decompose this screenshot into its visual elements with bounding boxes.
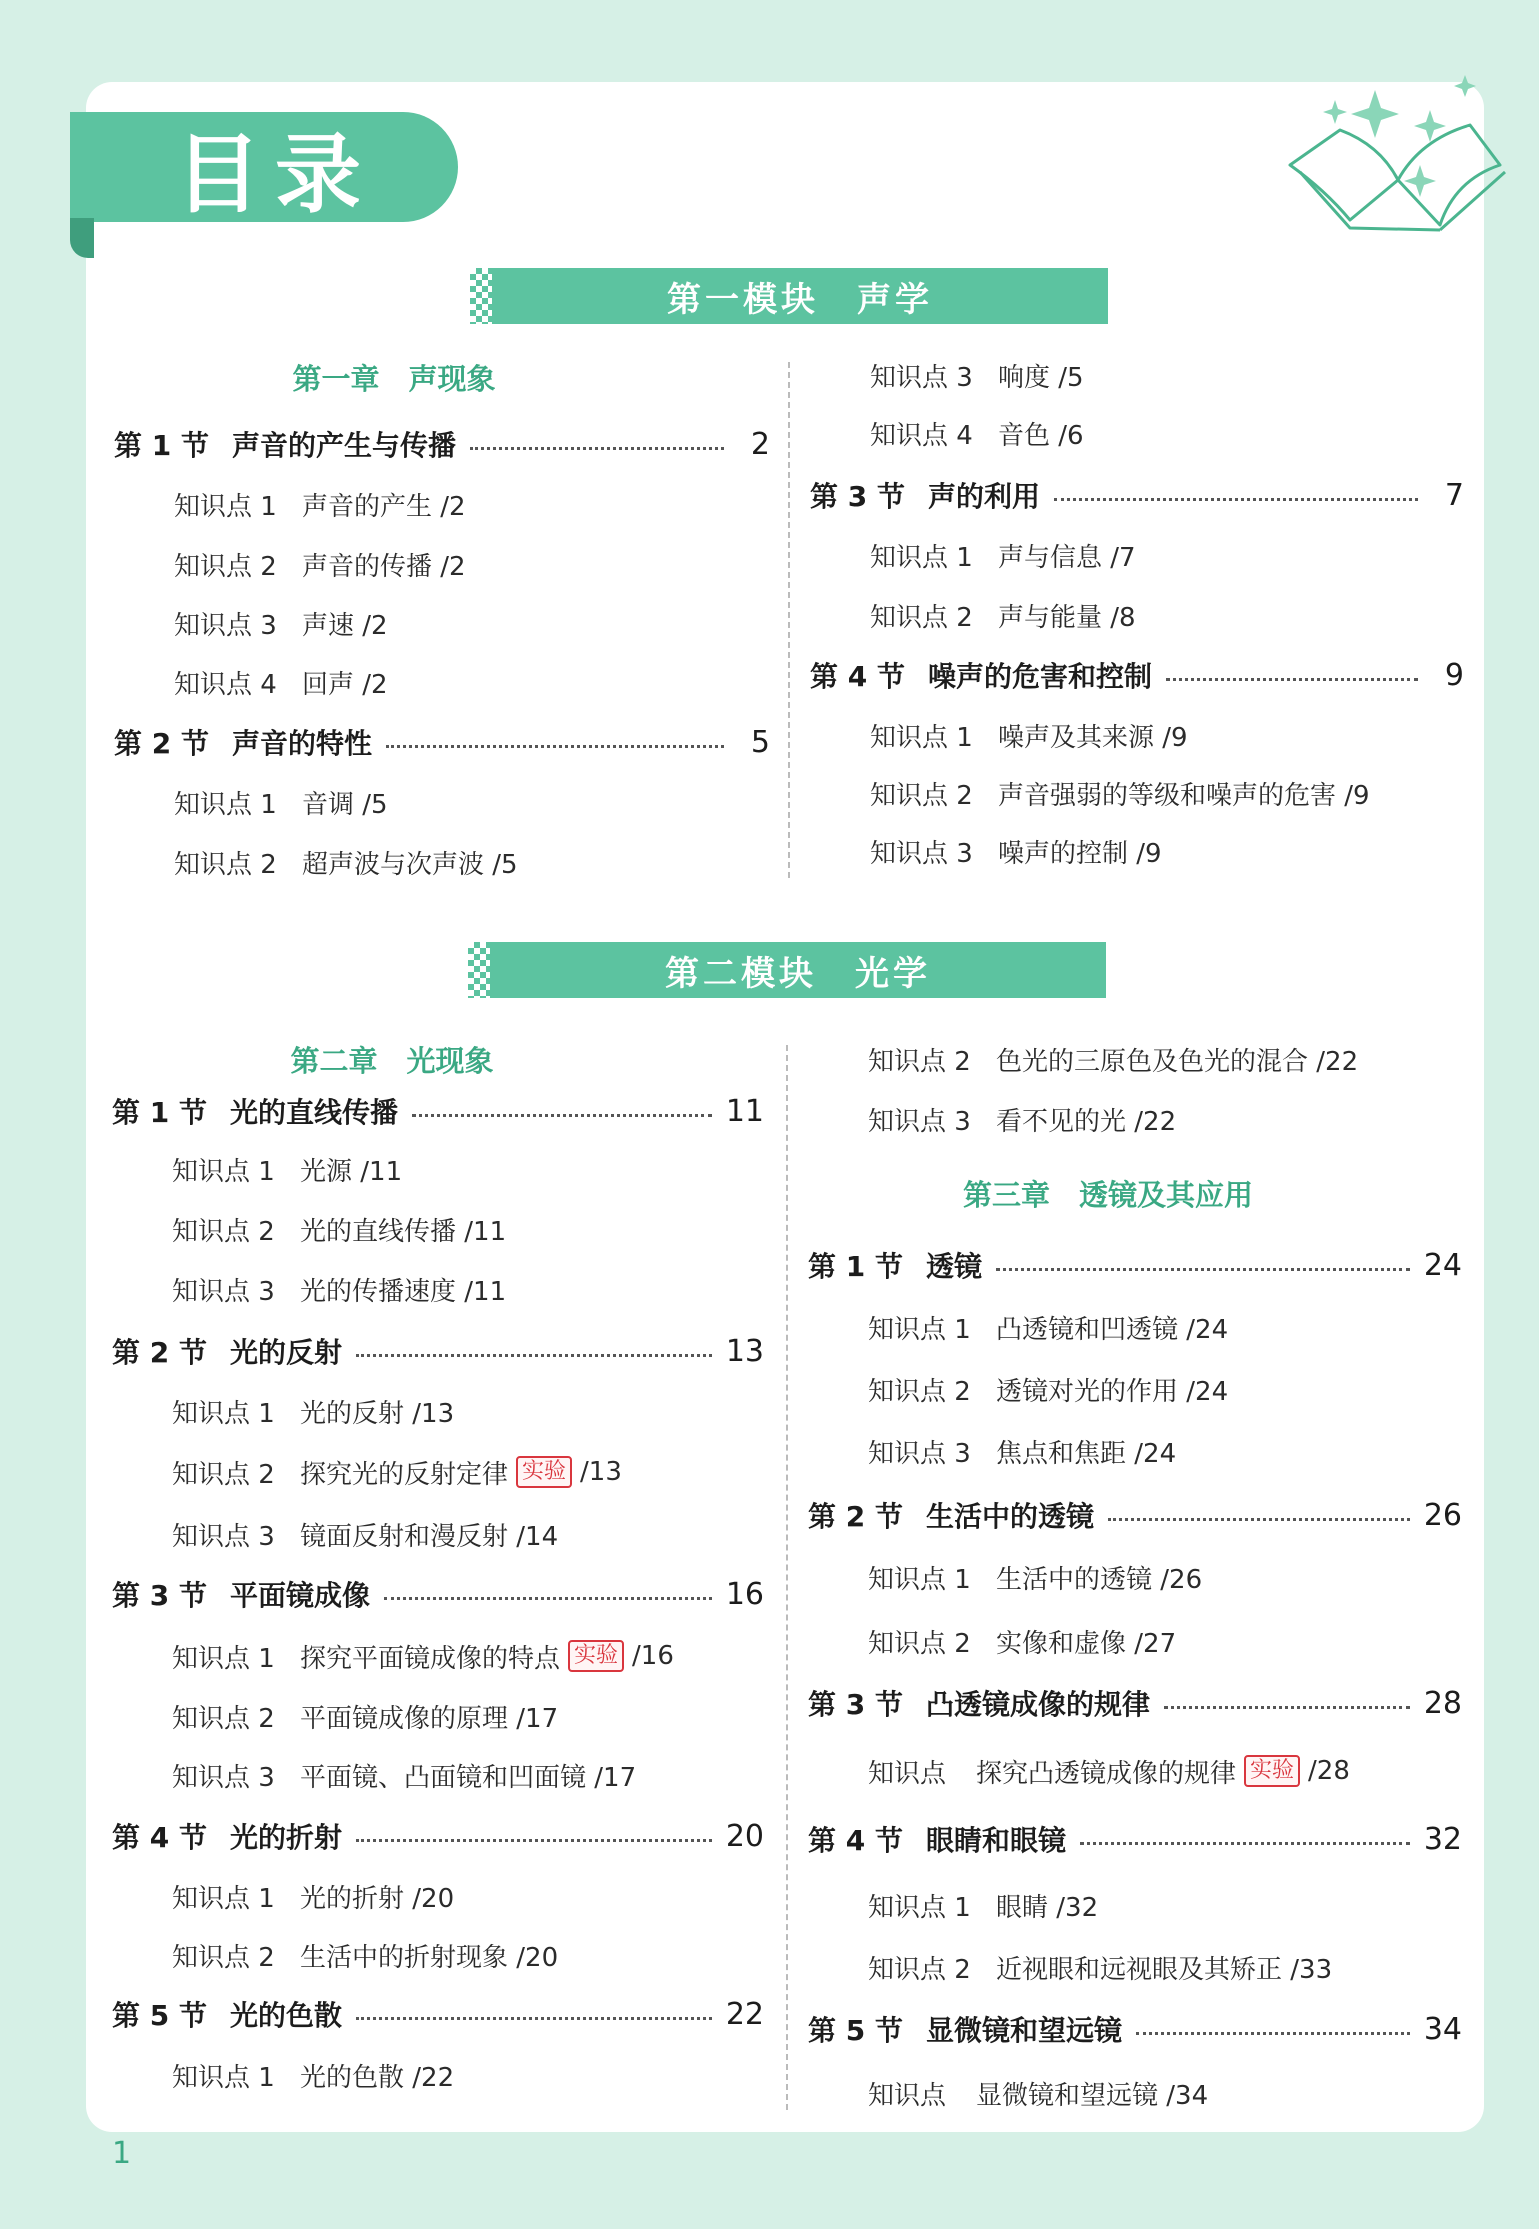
title-tab-fold [70,218,94,258]
section-page: 7 [1444,477,1464,513]
toc-knowledge-point[interactable] [868,2071,1208,2115]
point-label: 知识点 2 [870,780,973,811]
column-divider [788,362,790,878]
section-title: 光的色散 [230,1999,343,2032]
point-text: 实像和虚像 /27 [996,1628,1177,1659]
toc-knowledge-point[interactable] [172,1450,622,1494]
point-text: 凸透镜和凹透镜 /24 [996,1314,1229,1345]
section-page: 11 [725,1093,764,1129]
point-label: 知识点 4 [174,669,277,700]
section-number: 第 4 节 [810,660,905,693]
toc-knowledge-point[interactable] [870,593,1136,637]
dot-leader [1080,1842,1410,1845]
point-text: 噪声及其来源 /9 [998,722,1188,753]
section-number: 第 1 节 [112,1096,207,1129]
section-page: 2 [750,426,770,462]
point-label: 知识点 2 [174,849,277,880]
point-label: 知识点 2 [172,1942,275,1973]
point-label: 知识点 1 [174,491,277,522]
point-text: 平面镜、凸面镜和凹面镜 /17 [300,1762,637,1793]
toc-section[interactable] [112,1814,764,1858]
section-number: 第 1 节 [114,429,209,462]
toc-knowledge-point[interactable] [172,1207,506,1251]
point-text: 声与能量 /8 [998,602,1136,633]
point-label: 知识点 1 [172,1156,275,1187]
dot-leader [1166,678,1418,681]
section-number: 第 3 节 [808,1688,903,1721]
dot-leader [356,2017,712,2020]
point-text: 探究凸透镜成像的规律 [976,1758,1237,1789]
section-number: 第 4 节 [112,1821,207,1854]
point-label: 知识点 3 [868,1106,971,1137]
dot-leader [1108,1518,1410,1521]
section-title: 显微镜和望远镜 [926,2014,1123,2047]
section-page: 22 [725,1996,764,2032]
chapter-heading[interactable]: 第一章 声现象 [292,361,496,396]
point-text: 生活中的透镜 /26 [996,1564,1203,1595]
point-label: 知识点 1 [870,722,973,753]
point-label: 知识点 3 [870,838,973,869]
point-label: 知识点 1 [870,542,973,573]
toc-knowledge-point[interactable] [174,780,388,824]
toc-knowledge-point[interactable] [868,1945,1332,1989]
section-number: 第 5 节 [112,1999,207,2032]
point-label: 知识点 1 [868,1564,971,1595]
point-text: 声音的传播 /2 [302,551,466,582]
dot-leader [470,447,724,450]
section-number: 第 3 节 [810,480,905,513]
section-title: 声的利用 [928,480,1041,513]
module-title: 第二模块 光学 [665,953,931,994]
m1-left-column [114,355,774,880]
point-text: 平面镜成像的原理 /17 [300,1703,559,1734]
point-label: 知识点 3 [172,1276,275,1307]
toc-knowledge-point[interactable] [172,1874,454,1918]
point-label: 知识点 3 [174,610,277,641]
point-text: 镜面反射和漫反射 /14 [300,1521,559,1552]
toc-knowledge-point[interactable] [870,411,1084,455]
toc-knowledge-point[interactable] [868,1749,1350,1793]
point-label: 知识点 1 [868,1314,971,1345]
point-text: 音调 /5 [302,789,388,820]
m2-right-column [808,1037,1468,2117]
point-text: 生活中的折射现象 /20 [300,1942,559,1973]
banner-checker-decoration [470,268,494,324]
point-label: 知识点 2 [868,1628,971,1659]
toc-section[interactable] [808,1243,1462,1287]
point-text: 噪声的控制 /9 [998,838,1162,869]
chapter-heading[interactable]: 第三章 透镜及其应用 [962,1177,1253,1212]
section-page: 26 [1423,1497,1462,1533]
point-text: 声音强弱的等级和噪声的危害 /9 [998,780,1370,811]
toc-knowledge-point[interactable] [870,533,1136,577]
toc-section[interactable] [808,2007,1462,2051]
toc-section[interactable] [808,1817,1462,1861]
point-text: 光源 /11 [300,1156,403,1187]
point-text: 声与信息 /7 [998,542,1136,573]
toc-section[interactable] [808,1493,1462,1537]
page-title: 目录 [175,125,375,225]
toc-knowledge-point[interactable] [172,1147,402,1191]
point-label: 知识点 2 [174,551,277,582]
toc-knowledge-point[interactable] [172,1694,558,1738]
dot-leader [386,745,724,748]
toc-knowledge-point[interactable] [172,1512,558,1556]
dot-leader [356,1839,712,1842]
toc-section[interactable] [810,653,1464,697]
toc-section[interactable] [808,1681,1462,1725]
toc-section[interactable] [112,1329,764,1373]
toc-section[interactable] [112,1572,764,1616]
toc-section[interactable] [810,473,1464,517]
section-title: 光的直线传播 [230,1096,399,1129]
section-page: 28 [1423,1685,1462,1721]
toc-knowledge-point[interactable] [868,1619,1176,1663]
point-text: 声速 /2 [302,610,388,641]
section-title: 生活中的透镜 [926,1500,1095,1533]
dot-leader [412,1114,712,1117]
point-text: 色光的三原色及色光的混合 /22 [996,1046,1359,1077]
point-label: 知识点 [868,1758,947,1789]
page-number: 1 [112,2136,132,2171]
experiment-badge: 实验 [1244,1755,1300,1787]
dot-leader [996,1268,1410,1271]
section-title: 光的反射 [230,1336,343,1369]
point-page: /16 [632,1641,674,1671]
experiment-badge: 实验 [516,1456,572,1488]
section-page: 32 [1423,1821,1462,1857]
point-label: 知识点 2 [868,1376,971,1407]
toc-knowledge-point[interactable] [868,1305,1228,1349]
point-label: 知识点 3 [868,1438,971,1469]
point-label: 知识点 1 [172,1643,275,1674]
point-text: 光的传播速度 /11 [300,1276,507,1307]
point-text: 眼睛 /32 [996,1892,1099,1923]
toc-knowledge-point[interactable] [870,353,1084,397]
section-page: 16 [725,1576,764,1612]
point-text: 透镜对光的作用 /24 [996,1376,1229,1407]
toc-knowledge-point[interactable] [868,1037,1358,1081]
toc-section[interactable] [114,720,770,764]
toc-knowledge-point[interactable] [870,829,1162,873]
point-label: 知识点 4 [870,420,973,451]
point-text: 光的直线传播 /11 [300,1216,507,1247]
section-title: 噪声的危害和控制 [928,660,1153,693]
toc-knowledge-point[interactable] [868,1883,1098,1927]
m2-left-column [112,1037,772,2117]
section-title: 声音的产生与传播 [232,429,457,462]
point-text: 音色 /6 [998,420,1084,451]
point-label: 知识点 [868,2080,947,2111]
point-text: 响度 /5 [998,362,1084,393]
point-text: 声音的产生 /2 [302,491,466,522]
toc-knowledge-point[interactable] [174,601,388,645]
point-text: 探究平面镜成像的特点 [300,1643,561,1674]
point-text: 焦点和焦距 /24 [996,1438,1177,1469]
section-page: 13 [725,1333,764,1369]
module-banner-acoustics [492,268,1108,324]
section-number: 第 2 节 [808,1500,903,1533]
toc-knowledge-point[interactable] [172,1634,674,1678]
section-title: 平面镜成像 [230,1579,371,1612]
toc-knowledge-point[interactable] [870,771,1370,815]
dot-leader [1054,498,1418,501]
section-page: 34 [1423,2011,1462,2047]
section-number: 第 1 节 [808,1250,903,1283]
open-book-icon [1280,70,1510,240]
section-page: 5 [750,724,770,760]
toc-section[interactable] [112,1992,764,2036]
experiment-badge: 实验 [568,1640,624,1672]
module-title: 第一模块 声学 [667,279,933,320]
toc-knowledge-point[interactable] [868,1429,1176,1473]
point-label: 知识点 3 [172,1521,275,1552]
toc-section[interactable] [114,422,770,466]
toc-section[interactable] [112,1089,764,1133]
section-title: 眼睛和眼镜 [926,1824,1067,1857]
point-page: /28 [1308,1756,1350,1786]
point-page: /13 [580,1457,622,1487]
section-title: 光的折射 [230,1821,343,1854]
section-title: 透镜 [926,1250,983,1283]
section-title: 凸透镜成像的规律 [926,1688,1151,1721]
point-label: 知识点 3 [870,362,973,393]
section-number: 第 5 节 [808,2014,903,2047]
point-label: 知识点 2 [868,1046,971,1077]
point-text: 光的反射 /13 [300,1398,455,1429]
point-label: 知识点 1 [172,1398,275,1429]
point-text: 回声 /2 [302,669,388,700]
toc-knowledge-point[interactable] [868,1555,1202,1599]
dot-leader [1164,1706,1410,1709]
point-text: 显微镜和望远镜 /34 [976,2080,1209,2111]
toc-knowledge-point[interactable] [870,713,1188,757]
point-label: 知识点 1 [172,1883,275,1914]
point-text: 探究光的反射定律 [300,1459,509,1490]
section-page: 9 [1444,657,1464,693]
point-label: 知识点 2 [172,1216,275,1247]
section-title: 声音的特性 [232,727,373,760]
point-label: 知识点 2 [868,1954,971,1985]
dot-leader [1136,2032,1410,2035]
section-number: 第 3 节 [112,1579,207,1612]
section-page: 20 [725,1818,764,1854]
point-text: 光的折射 /20 [300,1883,455,1914]
point-label: 知识点 2 [172,1703,275,1734]
toc-knowledge-point[interactable] [172,1267,506,1311]
toc-knowledge-point[interactable] [868,1367,1228,1411]
banner-checker-decoration [468,942,492,998]
m1-right-column [810,353,1470,873]
toc-knowledge-point[interactable] [172,1933,558,1977]
column-divider [786,1045,788,2110]
point-label: 知识点 2 [870,602,973,633]
point-label: 知识点 1 [174,789,277,820]
toc-knowledge-point[interactable] [174,840,518,884]
point-label: 知识点 1 [172,2062,275,2093]
toc-knowledge-point[interactable] [172,1389,454,1433]
title-tab [70,112,458,225]
toc-knowledge-point[interactable] [174,542,466,586]
dot-leader [356,1354,712,1357]
toc-knowledge-point[interactable] [172,2053,454,2097]
section-number: 第 4 节 [808,1824,903,1857]
chapter-heading[interactable]: 第二章 光现象 [290,1043,494,1078]
toc-knowledge-point[interactable] [174,660,388,704]
toc-knowledge-point[interactable] [172,1753,636,1797]
point-text: 近视眼和远视眼及其矫正 /33 [996,1954,1333,1985]
module-banner-optics [490,942,1106,998]
point-label: 知识点 1 [868,1892,971,1923]
point-label: 知识点 2 [172,1459,275,1490]
section-page: 24 [1423,1247,1462,1283]
section-number: 第 2 节 [114,727,209,760]
point-text: 光的色散 /22 [300,2062,455,2093]
point-text: 看不见的光 /22 [996,1106,1177,1137]
dot-leader [384,1597,712,1600]
section-number: 第 2 节 [112,1336,207,1369]
point-label: 知识点 3 [172,1762,275,1793]
toc-knowledge-point[interactable] [868,1097,1176,1141]
toc-knowledge-point[interactable] [174,482,466,526]
point-text: 超声波与次声波 /5 [302,849,518,880]
